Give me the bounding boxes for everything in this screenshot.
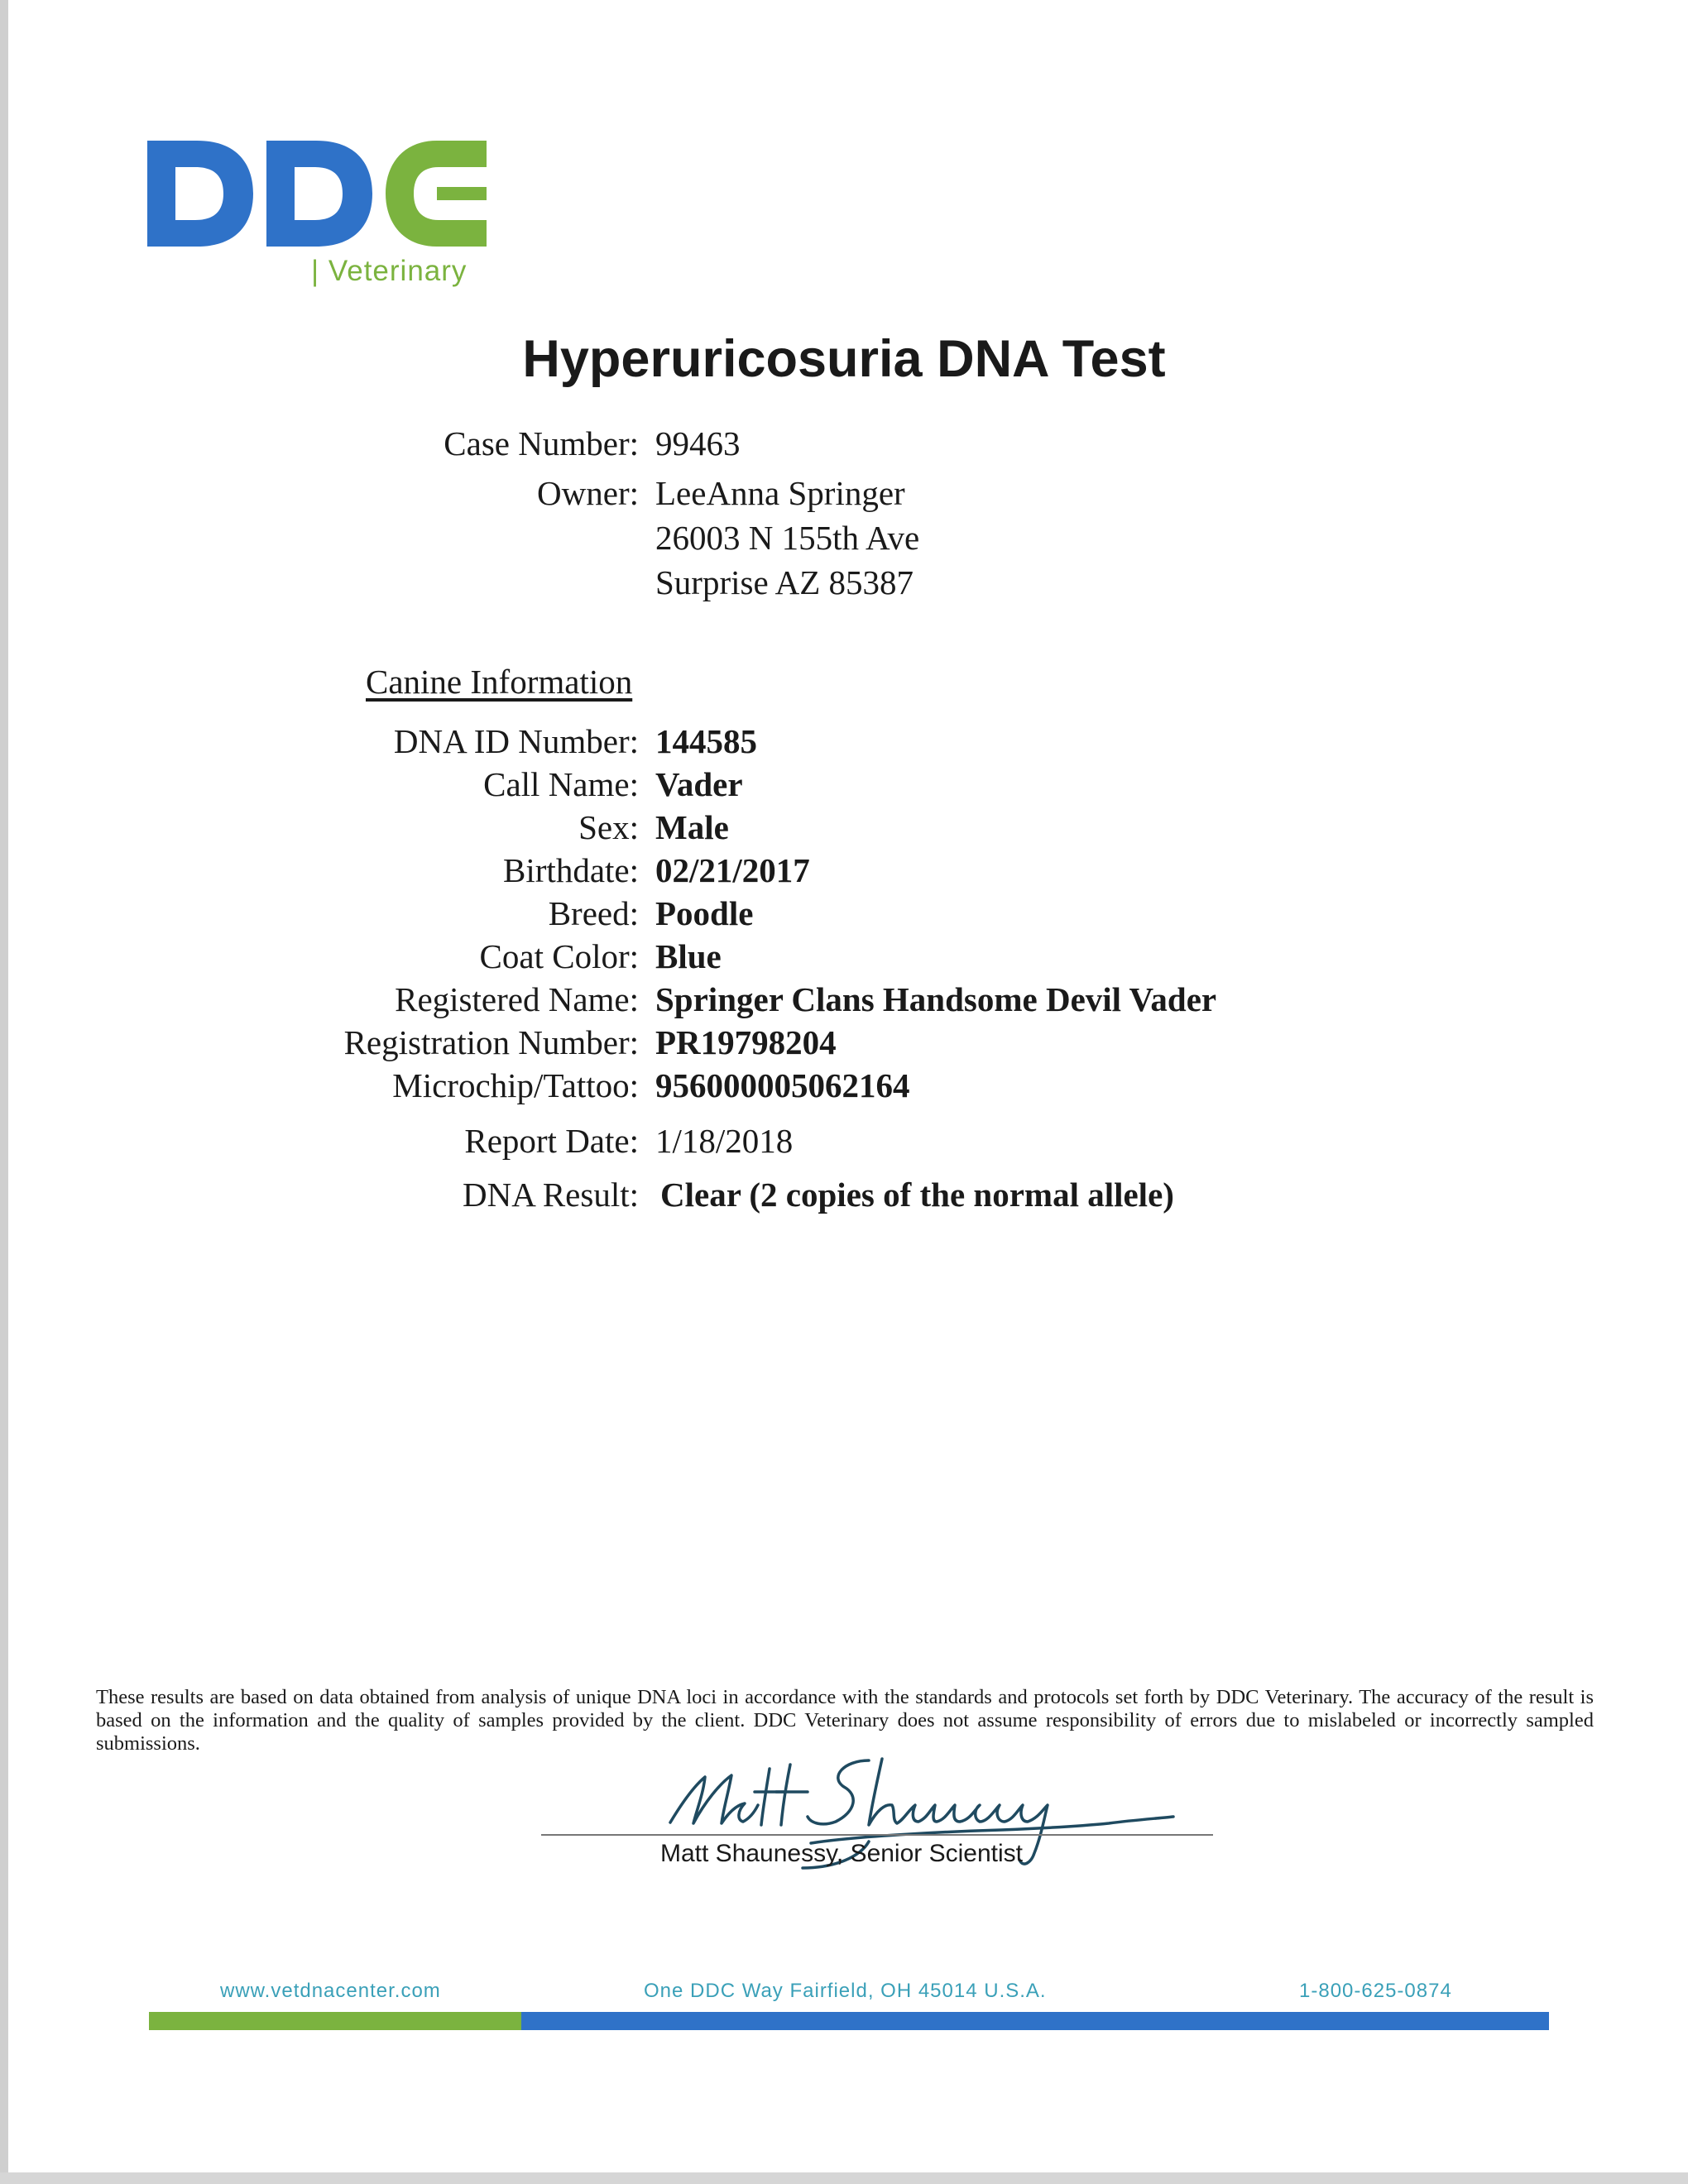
case-number-row [0, 424, 1688, 465]
canine-value: Poodle [655, 894, 754, 932]
disclaimer-text: These results are based on data obtained from analysis of unique DNA loci in accordance with the standards and protocols set forth by DDC Veterinary. The accuracy of the result is based on the information and the quality of samples provided by the client. DDC Veterinary does not assume responsibility of errors due to mislabeled or incorrectly sampled submissions. [96, 1686, 1594, 1755]
canine-row [0, 721, 1688, 763]
canine-value: Blue [655, 937, 722, 975]
owner-row [0, 473, 1688, 515]
canine-row [0, 850, 1688, 892]
canine-row [0, 893, 1688, 935]
canine-row [0, 979, 1688, 1021]
canine-label: Call Name: [483, 765, 639, 803]
footer-bar-green [149, 2012, 521, 2030]
owner-label: Owner: [537, 474, 639, 512]
canine-label: Birthdate: [503, 851, 639, 889]
canine-row [0, 807, 1688, 849]
canine-value: Male [655, 808, 729, 846]
owner-street: 26003 N 155th Ave [655, 519, 920, 557]
scan-edge-bottom [0, 2172, 1688, 2184]
dna-result-label: DNA Result: [463, 1176, 639, 1214]
canine-value: 02/21/2017 [655, 851, 810, 889]
signature-caption: Matt Shaunessy, Senior Scientist [660, 1840, 1023, 1867]
dna-result-row [0, 1175, 1688, 1216]
canine-value: Springer Clans Handsome Devil Vader [655, 980, 1217, 1018]
canine-value: PR19798204 [655, 1023, 837, 1061]
ddc-logo [147, 141, 495, 306]
ddc-wordmark-icon [147, 141, 495, 256]
canine-label: DNA ID Number: [393, 722, 639, 760]
canine-row [0, 936, 1688, 978]
footer-phone: 1-800-625-0874 [1299, 1980, 1452, 2002]
canine-row [0, 764, 1688, 806]
owner-city: Surprise AZ 85387 [655, 563, 914, 601]
canine-label: Coat Color: [479, 937, 639, 975]
dna-result-value: Clear (2 copies of the normal allele) [660, 1176, 1174, 1214]
footer-address: One DDC Way Fairfield, OH 45014 U.S.A. [644, 1980, 1047, 2002]
canine-label: Registration Number: [343, 1023, 639, 1061]
report-date-value: 1/18/2018 [655, 1122, 794, 1160]
canine-information-heading: Canine Information [366, 663, 633, 701]
signature-line [541, 1834, 1213, 1836]
report-date-label: Report Date: [464, 1122, 639, 1160]
canine-value: 956000005062164 [655, 1066, 910, 1104]
canine-label: Microchip/Tattoo: [392, 1066, 639, 1104]
footer-website: www.vetdnacenter.com [220, 1980, 441, 2002]
canine-value: Vader [655, 765, 743, 803]
report-date-row [0, 1121, 1688, 1162]
case-number-value: 99463 [655, 424, 741, 462]
page-title: Hyperuricosuria DNA Test [522, 330, 1166, 388]
case-number-label: Case Number: [444, 424, 639, 462]
logo-subtitle: | Veterinary [311, 255, 468, 287]
canine-value: 144585 [655, 722, 757, 760]
owner-name: LeeAnna Springer [655, 474, 905, 512]
canine-label: Breed: [548, 894, 639, 932]
canine-row [0, 1023, 1688, 1064]
footer-bar-blue [521, 2012, 1549, 2030]
canine-row [0, 1066, 1688, 1107]
canine-label: Registered Name: [395, 980, 639, 1018]
canine-label: Sex: [578, 808, 639, 846]
